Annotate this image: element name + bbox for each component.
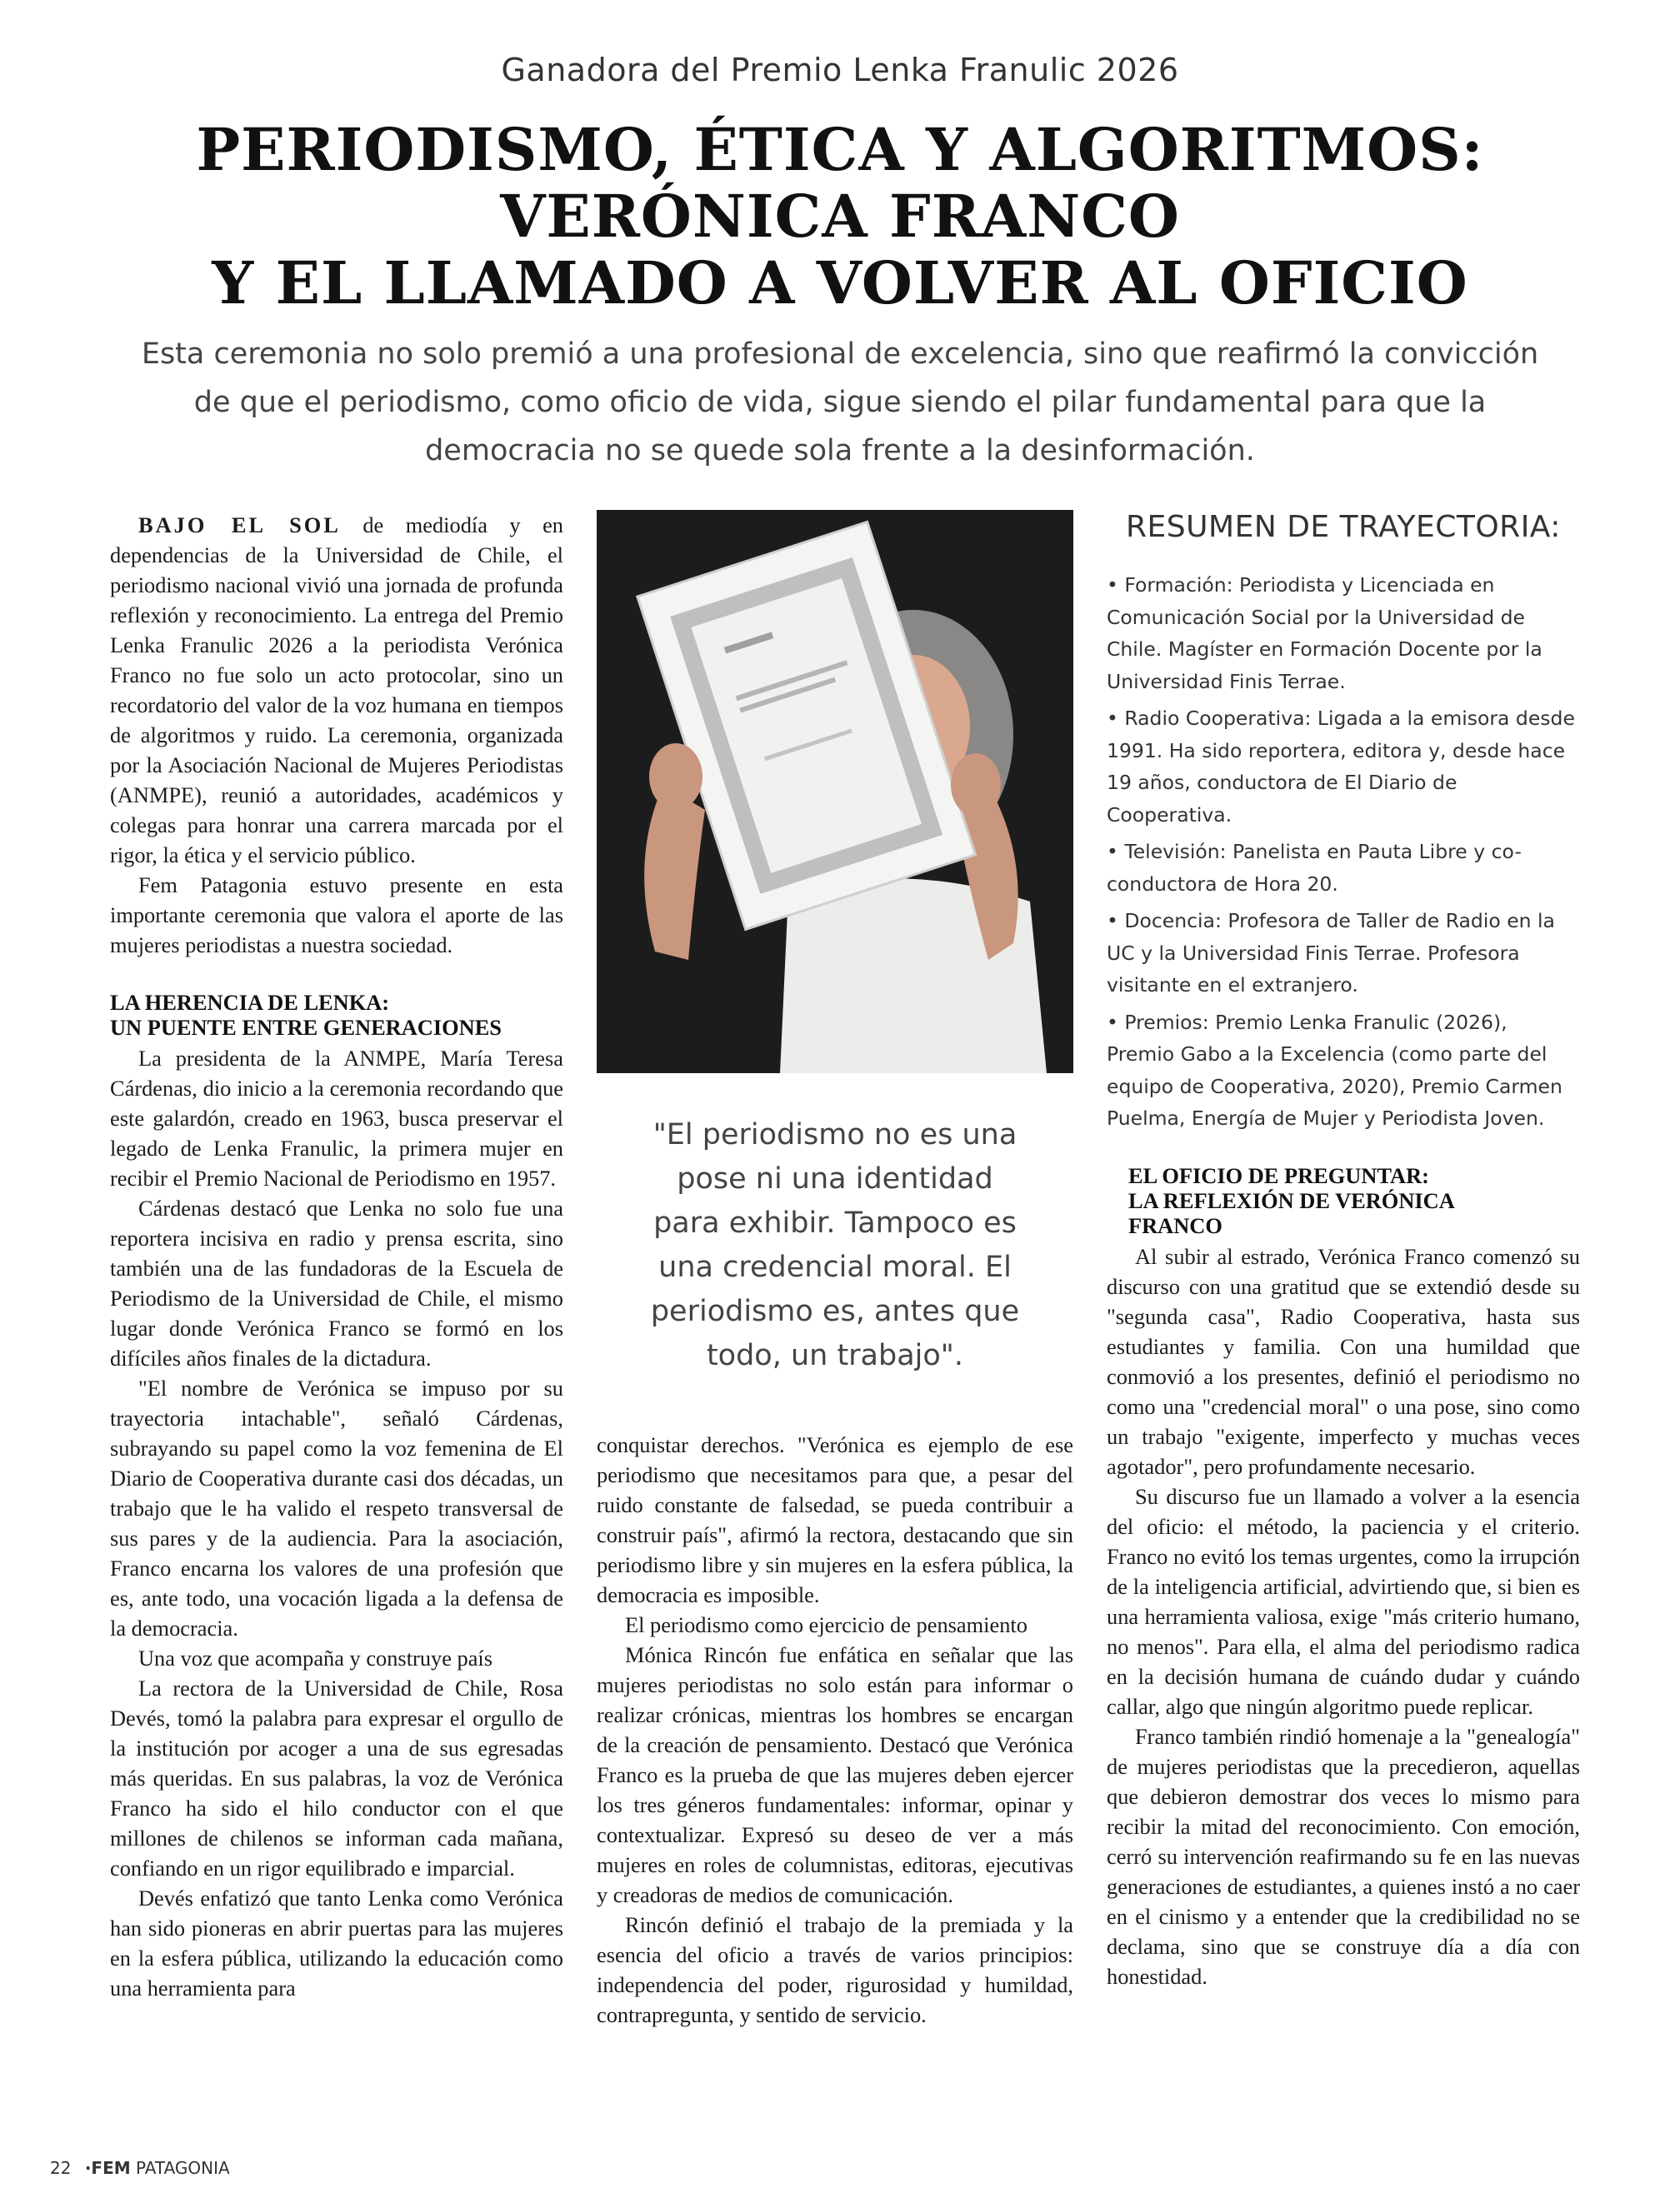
paragraph: Devés enfatizó que tanto Lenka como Verónica han sido pioneras en abrir puertas para las mujeres en la esfera pública, utilizando la educación como una herramienta para: [110, 1886, 563, 2001]
article-column-3: [1107, 1163, 1580, 1991]
paragraph: Una voz que acompaña y construye país: [138, 1646, 493, 1671]
sidebar-item-text: Radio Cooperativa: Ligada a la emisora desde 1991. Ha sido reportera, editora y, desde hace 19 años, conductora de El Diario de Cooperativa.: [1107, 707, 1575, 827]
sidebar-item: • Premios: Premio Lenka Franulic (2026), Premio Gabo a la Excelencia (como parte del equipo de Cooperativa, 2020), Premio Carmen Puelma, Energía de Mujer y Periodista Joven.: [1107, 1010, 1562, 1130]
sidebar-title: RESUMEN DE TRAYECTORIA:: [1126, 510, 1561, 544]
headline-line-3: Y EL LLAMADO A VOLVER AL OFICIO: [212, 248, 1468, 317]
deck-line-1: Esta ceremonia no solo premió a una profesional de excelencia, sino que reafirmó la convicción: [141, 337, 1539, 371]
paragraph: Cárdenas destacó que Lenka no solo fue una reportera incisiva en radio y prensa escrita, sino también una de las fundadoras de la Escuela de Periodismo de la Universidad de Chile, el mismo lugar donde Verónica Franco se formó en los difíciles años finales de la dictadura.: [110, 1196, 563, 1371]
section-heading-line: LA REFLEXIÓN DE VERÓNICA: [1128, 1188, 1455, 1213]
headline-line-2: VERÓNICA FRANCO: [500, 182, 1180, 251]
article-column-2: [597, 1430, 1073, 2030]
pull-quote-line: pose ni una identidad: [677, 1162, 993, 1196]
sidebar-item-text: Televisión: Panelista en Pauta Libre y co-conductora de Hora 20.: [1107, 840, 1522, 896]
paragraph: Mónica Rincón fue enfática en señalar que las mujeres periodistas no solo están para informar o realizar crónicas, mientras los hombres se encargan de la creación de pensamiento. Destacó que Verónica Franco es la prueba de que las mujeres deben ejercer los tres géneros fundamentales: informar, opinar y contextualizar. Expresó su deseo de ver a más mujeres en roles de columnistas, editoras, ejecutivas y creadoras de medios de comunicación.: [597, 1642, 1073, 1907]
pull-quote-line: para exhibir. Tampoco es: [653, 1206, 1017, 1240]
paragraph: La presidenta de la ANMPE, María Teresa Cárdenas, dio inicio a la ceremonia recordando que este galardón, creado en 1963, busca preservar el legado de Lenka Franulic, la primera mujer en recibir el Premio Nacional de Periodismo en 1957.: [110, 1046, 563, 1191]
paragraph: Franco también rindió homenaje a la "genealogía" de mujeres periodistas que la precedieron, aquellas que debieron demostrar dos veces lo mismo para recibir la mitad del reconocimiento. Con emoción, cerró su intervención reafirmando su fe en las nuevas generaciones de estudiantes, a quienes instó a no caer en el cinismo y a entender que la credibilidad no se declama, sino que se construye día a día con honestidad.: [1107, 1724, 1580, 1989]
pull-quote-line: "El periodismo no es una: [652, 1118, 1018, 1151]
sidebar-item-text: Premios: Premio Lenka Franulic (2026), Premio Gabo a la Excelencia (como parte del equipo de Cooperativa, 2020), Premio Carmen Puelma, Energía de Mujer y Periodista Joven.: [1107, 1010, 1562, 1130]
sidebar-item: • Televisión: Panelista en Pauta Libre y co-conductora de Hora 20.: [1107, 840, 1522, 896]
sidebar-item: • Docencia: Profesora de Taller de Radio en la UC y la Universidad Finis Terrae. Profesora visitante en el extranjero.: [1107, 909, 1555, 997]
career-summary-sidebar: [1107, 510, 1580, 1140]
paragraph: conquistar derechos. "Verónica es ejemplo de ese periodismo que necesitamos para que, a pesar del ruido constante de falsedad, se pueda contribuir a construir país", afirmó la rectora, destacando que sin periodismo libre y sin mujeres en la esfera pública, la democracia es imposible.: [597, 1432, 1073, 1607]
section-heading-line: LA HERENCIA DE LENKA:: [110, 990, 390, 1015]
paragraph: Fem Patagonia estuvo presente en esta importante ceremonia que valora el aporte de las mujeres periodistas a nuestra sociedad.: [110, 872, 563, 957]
sidebar-item-text: Formación: Periodista y Licenciada en Comunicación Social por la Universidad de Chile. Magíster en Formación Docente por la Universidad Finis Terrae.: [1107, 573, 1542, 693]
section-heading: [1128, 1163, 1580, 1238]
lead-in: BAJO EL SOL: [138, 512, 341, 537]
article-column-1: [110, 510, 563, 2003]
pull-quote-line: todo, un trabajo".: [706, 1339, 964, 1372]
page-number: 22: [50, 2158, 72, 2178]
brand-name: PATAGONIA: [136, 2158, 230, 2178]
paragraph: Su discurso fue un llamado a volver a la esencia del oficio: el método, la paciencia y el criterio. Franco no evitó los temas urgentes, como la irrupción de la inteligencia artificial, advirtiendo que, si bien es una herramienta valiosa, exige "más criterio humano, no menos". Para ella, el alma del periodismo radica en la decisión humana de cuándo dudar y cuándo callar, algo que ningún algoritmo puede replicar.: [1107, 1484, 1580, 1719]
paragraph: El periodismo como ejercicio de pensamiento: [625, 1612, 1028, 1637]
pull-quote-line: periodismo es, antes que: [650, 1295, 1020, 1328]
sidebar-item: • Radio Cooperativa: Ligada a la emisora desde 1991. Ha sido reportera, editora y, desde hace 19 años, conductora de El Diario de Cooperativa.: [1107, 707, 1575, 827]
section-heading-line: EL OFICIO DE PREGUNTAR:: [1128, 1163, 1429, 1188]
paragraph: "El nombre de Verónica se impuso por su trayectoria intachable", señaló Cárdenas, subrayando su papel como la voz femenina de El Diario de Cooperativa durante casi dos décadas, un trabajo que le ha valido el respeto transversal de sus pares y de la audiencia. Para la asociación, Franco encarna los valores de una profesión que es, ante todo, una vocación ligada a la defensa de la democracia.: [110, 1376, 563, 1641]
deck: [108, 330, 1572, 475]
brand-mark: ·FEM: [84, 2158, 131, 2178]
kicker: Ganadora del Premio Lenka Franulic 2026: [501, 52, 1179, 88]
sidebar-list: [1107, 569, 1580, 1135]
pull-quote: [597, 1113, 1073, 1378]
paragraph: La rectora de la Universidad de Chile, Rosa Devés, tomó la palabra para expresar el orgullo de la institución por acoger a una de sus egresadas más queridas. En sus palabras, la voz de Verónica Franco ha sido el hilo conductor con el que millones de chilenos se informan cada mañana, confiando en un rigor equilibrado e imparcial.: [110, 1676, 563, 1881]
sidebar-item-text: Docencia: Profesora de Taller de Radio en la UC y la Universidad Finis Terrae. Profesora visitante en el extranjero.: [1107, 909, 1555, 997]
paragraph-text: de mediodía y en dependencias de la Universidad de Chile, el periodismo nacional vivió una jornada de profunda reflexión y reconocimiento. La entrega del Premio Lenka Franulic 2026 a la periodista Verónica Franco no fue solo un acto protocolar, sino un recordatorio del valor de la voz humana en tiempos de algoritmos y ruido. La ceremonia, organizada por la Asociación Nacional de Mujeres Periodistas (ANMPE), reunió a autoridades, académicos y colegas para honrar una carrera marcada por el rigor, la ética y el servicio público.: [110, 512, 563, 867]
page-footer: [50, 2158, 230, 2178]
paragraph: [110, 510, 563, 870]
pull-quote-line: una credencial moral. El: [658, 1251, 1012, 1284]
section-heading-line: UN PUENTE ENTRE GENERACIONES: [110, 1015, 502, 1040]
deck-line-3: democracia no se quede sola frente a la desinformación.: [425, 434, 1255, 467]
paragraph: Al subir al estrado, Verónica Franco comenzó su discurso con una gratitud que se extendió desde su "segunda casa", Radio Cooperativa, hasta sus estudiantes y familia. Con una humildad que conmovió a los presentes, definió el periodismo no como una "credencial moral" o una pose, sino como un trabajo "exigente, imperfecto y muchas veces agotador", pero profundamente necesario.: [1107, 1244, 1580, 1479]
award-photo-illustration: [597, 510, 1073, 1073]
sidebar-item: • Formación: Periodista y Licenciada en Comunicación Social por la Universidad de Chile. Magíster en Formación Docente por la Universidad Finis Terrae.: [1107, 573, 1542, 693]
headline-line-1: PERIODISMO, ÉTICA Y ALGORITMOS:: [196, 115, 1484, 184]
section-heading: [110, 990, 563, 1040]
deck-line-2: de que el periodismo, como oficio de vida, sigue siendo el pilar fundamental para que la: [193, 386, 1487, 419]
section-heading-line: FRANCO: [1128, 1213, 1222, 1238]
award-photo: [597, 510, 1073, 1073]
headline: [100, 117, 1580, 317]
paragraph: Rincón definió el trabajo de la premiada y la esencia del oficio a través de varios principios: independencia del poder, rigurosidad y humildad, contrapregunta, y sentido de servicio.: [597, 1912, 1073, 2027]
